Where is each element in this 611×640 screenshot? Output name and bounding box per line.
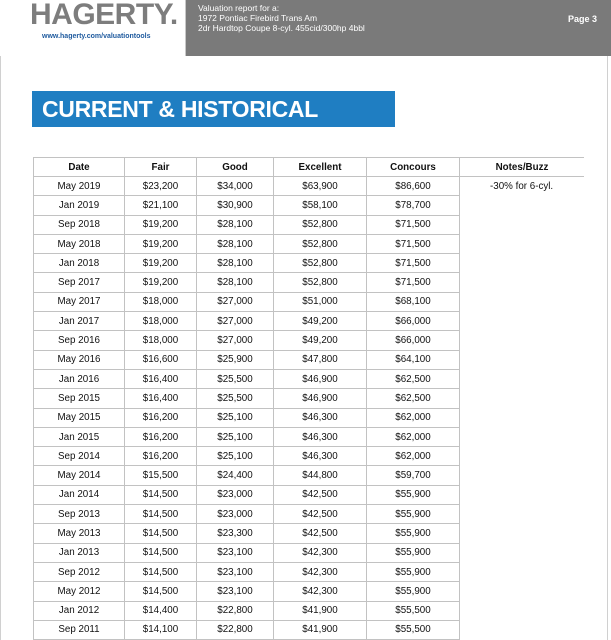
cell-notes bbox=[460, 215, 585, 234]
cell-good: $27,000 bbox=[197, 331, 274, 350]
cell-fair: $18,000 bbox=[125, 292, 197, 311]
cell-fair: $21,100 bbox=[125, 196, 197, 215]
cell-good: $23,300 bbox=[197, 524, 274, 543]
cell-date: Jan 2016 bbox=[34, 369, 125, 388]
cell-fair: $16,200 bbox=[125, 447, 197, 466]
cell-excellent: $42,300 bbox=[274, 582, 367, 601]
cell-excellent: $42,500 bbox=[274, 524, 367, 543]
table-row bbox=[34, 177, 585, 196]
column-header-concours: Concours bbox=[367, 158, 460, 177]
logo-url[interactable]: www.hagerty.com/valuationtools bbox=[42, 33, 151, 40]
report-info bbox=[198, 3, 365, 33]
cell-excellent: $52,800 bbox=[274, 254, 367, 273]
cell-fair: $14,500 bbox=[125, 505, 197, 524]
cell-notes bbox=[460, 331, 585, 350]
cell-fair: $14,100 bbox=[125, 620, 197, 639]
cell-notes bbox=[460, 582, 585, 601]
cell-date: Jan 2015 bbox=[34, 427, 125, 446]
cell-fair: $19,200 bbox=[125, 273, 197, 292]
cell-excellent: $47,800 bbox=[274, 350, 367, 369]
cell-notes bbox=[460, 312, 585, 331]
cell-concours: $55,900 bbox=[367, 562, 460, 581]
cell-fair: $16,200 bbox=[125, 408, 197, 427]
cell-fair: $16,600 bbox=[125, 350, 197, 369]
cell-concours: $62,000 bbox=[367, 447, 460, 466]
cell-date: Jan 2012 bbox=[34, 601, 125, 620]
cell-good: $25,500 bbox=[197, 369, 274, 388]
cell-notes bbox=[460, 543, 585, 562]
cell-notes bbox=[460, 485, 585, 504]
table-row bbox=[34, 234, 585, 253]
table-row bbox=[34, 389, 585, 408]
table-row bbox=[34, 254, 585, 273]
cell-good: $23,000 bbox=[197, 485, 274, 504]
cell-date: Jan 2013 bbox=[34, 543, 125, 562]
cell-date: Sep 2016 bbox=[34, 331, 125, 350]
table-body bbox=[34, 177, 585, 640]
column-header-excellent: Excellent bbox=[274, 158, 367, 177]
column-header-good: Good bbox=[197, 158, 274, 177]
cell-good: $28,100 bbox=[197, 254, 274, 273]
cell-good: $27,000 bbox=[197, 312, 274, 331]
cell-notes bbox=[460, 350, 585, 369]
cell-good: $25,100 bbox=[197, 447, 274, 466]
cell-excellent: $46,300 bbox=[274, 447, 367, 466]
values-table-container bbox=[33, 157, 584, 640]
cell-notes bbox=[460, 601, 585, 620]
cell-notes bbox=[460, 408, 585, 427]
cell-fair: $19,200 bbox=[125, 254, 197, 273]
cell-excellent: $46,900 bbox=[274, 369, 367, 388]
table-row bbox=[34, 562, 585, 581]
cell-date: Jan 2019 bbox=[34, 196, 125, 215]
cell-fair: $14,400 bbox=[125, 601, 197, 620]
cell-excellent: $46,900 bbox=[274, 389, 367, 408]
table-row bbox=[34, 582, 585, 601]
cell-excellent: $42,300 bbox=[274, 543, 367, 562]
cell-good: $25,900 bbox=[197, 350, 274, 369]
cell-good: $22,800 bbox=[197, 601, 274, 620]
cell-date: Sep 2011 bbox=[34, 620, 125, 639]
cell-excellent: $52,800 bbox=[274, 273, 367, 292]
cell-notes bbox=[460, 447, 585, 466]
cell-concours: $55,900 bbox=[367, 582, 460, 601]
table-row bbox=[34, 447, 585, 466]
right-page-border bbox=[607, 56, 608, 640]
table-row bbox=[34, 505, 585, 524]
cell-date: Sep 2017 bbox=[34, 273, 125, 292]
cell-fair: $18,000 bbox=[125, 312, 197, 331]
cell-concours: $55,900 bbox=[367, 505, 460, 524]
table-header-row bbox=[34, 158, 585, 177]
logo-area bbox=[0, 0, 186, 56]
cell-date: Sep 2013 bbox=[34, 505, 125, 524]
cell-fair: $16,400 bbox=[125, 389, 197, 408]
column-header-fair: Fair bbox=[125, 158, 197, 177]
cell-concours: $62,500 bbox=[367, 389, 460, 408]
cell-concours: $78,700 bbox=[367, 196, 460, 215]
cell-notes bbox=[460, 389, 585, 408]
cell-fair: $23,200 bbox=[125, 177, 197, 196]
cell-excellent: $49,200 bbox=[274, 331, 367, 350]
cell-good: $22,800 bbox=[197, 620, 274, 639]
cell-excellent: $46,300 bbox=[274, 427, 367, 446]
cell-date: Sep 2018 bbox=[34, 215, 125, 234]
cell-fair: $14,500 bbox=[125, 485, 197, 504]
cell-concours: $55,900 bbox=[367, 524, 460, 543]
cell-notes bbox=[460, 273, 585, 292]
cell-excellent: $42,500 bbox=[274, 485, 367, 504]
cell-excellent: $58,100 bbox=[274, 196, 367, 215]
cell-good: $28,100 bbox=[197, 215, 274, 234]
cell-concours: $55,500 bbox=[367, 601, 460, 620]
cell-concours: $71,500 bbox=[367, 254, 460, 273]
table-row bbox=[34, 485, 585, 504]
cell-excellent: $46,300 bbox=[274, 408, 367, 427]
cell-date: Sep 2014 bbox=[34, 447, 125, 466]
page-number: Page 3 bbox=[567, 14, 597, 24]
table-row bbox=[34, 601, 585, 620]
cell-concours: $71,500 bbox=[367, 273, 460, 292]
cell-notes: -30% for 6-cyl. bbox=[460, 177, 585, 196]
table-row bbox=[34, 408, 585, 427]
cell-date: May 2014 bbox=[34, 466, 125, 485]
table-row bbox=[34, 543, 585, 562]
cell-concours: $55,900 bbox=[367, 485, 460, 504]
cell-notes bbox=[460, 292, 585, 311]
cell-notes bbox=[460, 524, 585, 543]
cell-date: Jan 2017 bbox=[34, 312, 125, 331]
cell-fair: $15,500 bbox=[125, 466, 197, 485]
cell-concours: $66,000 bbox=[367, 331, 460, 350]
table-row bbox=[34, 350, 585, 369]
cell-concours: $64,100 bbox=[367, 350, 460, 369]
table-row bbox=[34, 466, 585, 485]
cell-concours: $68,100 bbox=[367, 292, 460, 311]
cell-fair: $14,500 bbox=[125, 582, 197, 601]
table-row bbox=[34, 215, 585, 234]
cell-date: May 2019 bbox=[34, 177, 125, 196]
cell-notes bbox=[460, 196, 585, 215]
cell-date: May 2018 bbox=[34, 234, 125, 253]
cell-fair: $14,500 bbox=[125, 562, 197, 581]
cell-fair: $16,200 bbox=[125, 427, 197, 446]
cell-good: $28,100 bbox=[197, 234, 274, 253]
cell-good: $24,400 bbox=[197, 466, 274, 485]
table-row bbox=[34, 620, 585, 639]
cell-date: Jan 2014 bbox=[34, 485, 125, 504]
cell-concours: $86,600 bbox=[367, 177, 460, 196]
cell-notes bbox=[460, 466, 585, 485]
cell-excellent: $63,900 bbox=[274, 177, 367, 196]
cell-concours: $71,500 bbox=[367, 234, 460, 253]
cell-notes bbox=[460, 234, 585, 253]
cell-excellent: $41,900 bbox=[274, 601, 367, 620]
cell-concours: $71,500 bbox=[367, 215, 460, 234]
cell-date: Sep 2012 bbox=[34, 562, 125, 581]
cell-date: Sep 2015 bbox=[34, 389, 125, 408]
cell-date: May 2013 bbox=[34, 524, 125, 543]
cell-good: $25,100 bbox=[197, 408, 274, 427]
cell-good: $23,100 bbox=[197, 562, 274, 581]
cell-fair: $16,400 bbox=[125, 369, 197, 388]
cell-excellent: $42,300 bbox=[274, 562, 367, 581]
cell-good: $28,100 bbox=[197, 273, 274, 292]
column-header-date: Date bbox=[34, 158, 125, 177]
cell-good: $27,000 bbox=[197, 292, 274, 311]
table-row bbox=[34, 331, 585, 350]
cell-excellent: $41,900 bbox=[274, 620, 367, 639]
cell-notes bbox=[460, 505, 585, 524]
table-row bbox=[34, 427, 585, 446]
cell-excellent: $49,200 bbox=[274, 312, 367, 331]
cell-notes bbox=[460, 562, 585, 581]
page-header bbox=[0, 0, 611, 56]
cell-date: May 2015 bbox=[34, 408, 125, 427]
cell-excellent: $52,800 bbox=[274, 234, 367, 253]
vehicle-spec: 2dr Hardtop Coupe 8-cyl. 455cid/300hp 4bbl bbox=[198, 23, 365, 33]
table-row bbox=[34, 273, 585, 292]
cell-fair: $14,500 bbox=[125, 524, 197, 543]
cell-fair: $19,200 bbox=[125, 215, 197, 234]
cell-excellent: $52,800 bbox=[274, 215, 367, 234]
cell-good: $25,500 bbox=[197, 389, 274, 408]
table-row bbox=[34, 292, 585, 311]
cell-good: $25,100 bbox=[197, 427, 274, 446]
table-row bbox=[34, 196, 585, 215]
cell-date: May 2016 bbox=[34, 350, 125, 369]
cell-good: $30,900 bbox=[197, 196, 274, 215]
cell-fair: $14,500 bbox=[125, 543, 197, 562]
cell-concours: $55,500 bbox=[367, 620, 460, 639]
cell-date: May 2012 bbox=[34, 582, 125, 601]
values-table bbox=[33, 157, 584, 640]
cell-excellent: $42,500 bbox=[274, 505, 367, 524]
cell-concours: $55,900 bbox=[367, 543, 460, 562]
cell-fair: $18,000 bbox=[125, 331, 197, 350]
cell-concours: $66,000 bbox=[367, 312, 460, 331]
cell-good: $34,000 bbox=[197, 177, 274, 196]
table-row bbox=[34, 524, 585, 543]
cell-notes bbox=[460, 620, 585, 639]
left-page-border bbox=[0, 56, 1, 640]
cell-notes bbox=[460, 369, 585, 388]
section-title: CURRENT & HISTORICAL VALUES bbox=[32, 91, 395, 127]
cell-good: $23,100 bbox=[197, 582, 274, 601]
hagerty-logo: HAGERTY. bbox=[30, 0, 178, 31]
cell-concours: $59,700 bbox=[367, 466, 460, 485]
table-row bbox=[34, 312, 585, 331]
cell-concours: $62,500 bbox=[367, 369, 460, 388]
table-row bbox=[34, 369, 585, 388]
cell-date: Jan 2018 bbox=[34, 254, 125, 273]
cell-concours: $62,000 bbox=[367, 408, 460, 427]
cell-date: May 2017 bbox=[34, 292, 125, 311]
cell-excellent: $51,000 bbox=[274, 292, 367, 311]
column-header-notes: Notes/Buzz bbox=[460, 158, 585, 177]
vehicle-name: 1972 Pontiac Firebird Trans Am bbox=[198, 13, 318, 23]
cell-good: $23,100 bbox=[197, 543, 274, 562]
cell-notes bbox=[460, 427, 585, 446]
cell-excellent: $44,800 bbox=[274, 466, 367, 485]
cell-notes bbox=[460, 254, 585, 273]
cell-good: $23,000 bbox=[197, 505, 274, 524]
cell-concours: $62,000 bbox=[367, 427, 460, 446]
cell-fair: $19,200 bbox=[125, 234, 197, 253]
report-label: Valuation report for a: bbox=[198, 3, 280, 13]
